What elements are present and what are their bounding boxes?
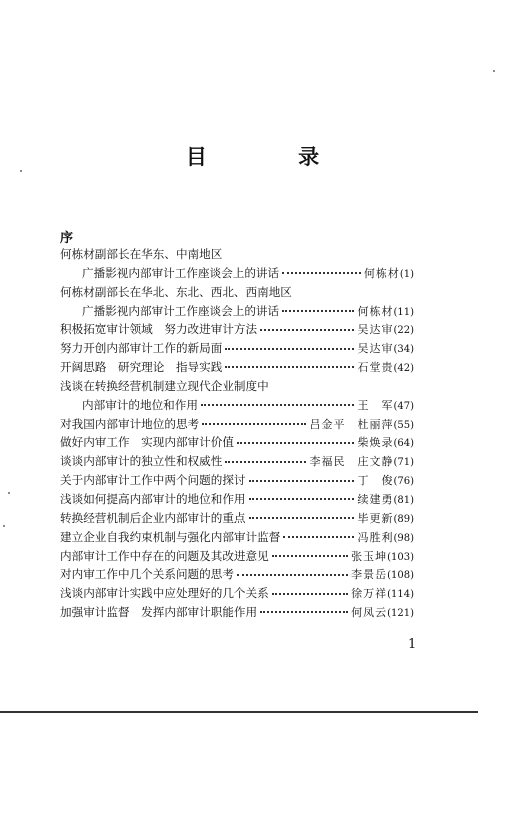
dot-leader — [225, 461, 306, 463]
toc-entry-author: 毕更新 — [357, 511, 394, 525]
dot-leader — [202, 423, 306, 425]
toc-entry-coauthor: 李福民 — [309, 455, 346, 469]
toc-entry-author: 吴达审 — [357, 342, 394, 356]
toc-entry-title: 对内审工作中几个关系问题的思考 — [60, 567, 234, 582]
dot-leader — [282, 310, 354, 312]
toc-entry — [60, 509, 414, 528]
toc-entry — [60, 490, 414, 509]
toc-entry — [60, 433, 414, 452]
toc-entry-title: 积极拓宽审计领域 努力改进审计方法 — [60, 322, 258, 337]
toc-entry-page: (108) — [387, 570, 414, 582]
toc-entry-title: 浅谈如何提高内部审计的地位和作用 — [60, 491, 246, 506]
toc-entry-title: 关于内部审计工作中两个问题的探讨 — [60, 473, 246, 488]
toc-entry — [60, 565, 414, 584]
toc-entry-page: (121) — [387, 608, 414, 620]
toc-entry-title: 加强审计监督 发挥内部审计职能作用 — [60, 605, 258, 620]
toc-entry-title: 对我国内部审计地位的思考 — [60, 416, 200, 431]
toc-entry-author: 杜丽萍 — [357, 417, 394, 431]
toc-entry-title: 何栋材副部长在华东、中南地区 — [60, 247, 223, 261]
dot-leader — [282, 272, 361, 274]
dot-leader — [225, 366, 354, 368]
toc-entry-author: 冯胜利 — [357, 530, 394, 544]
toc-entry-title: 做好内审工作 实现内部审计价值 — [60, 435, 234, 450]
toc-entry-page: (55) — [393, 419, 414, 431]
dot-leader — [283, 536, 354, 538]
toc-entry — [60, 603, 414, 622]
toc-entry-title: 努力开创内部审计工作的新局面 — [60, 341, 223, 356]
page-number: 1 — [408, 637, 417, 652]
toc-entry — [60, 528, 414, 547]
toc-entry — [60, 547, 414, 566]
toc-entry-page: (89) — [393, 513, 414, 525]
toc-entry — [60, 584, 414, 603]
toc-entry-title: 广播影视内部审计工作座谈会上的讲话 — [82, 265, 280, 280]
dot-leader — [260, 611, 348, 613]
toc-entry — [60, 396, 414, 415]
scan-speck — [8, 492, 10, 494]
dot-leader — [249, 517, 355, 519]
page-title: 目 录 — [185, 145, 362, 169]
toc-entry-title: 转换经营机制后企业内部审计的重点 — [60, 510, 246, 525]
toc-entry-author: 李景岳 — [351, 568, 388, 582]
toc-entry-author: 丁 俊 — [357, 474, 394, 488]
toc-entry — [60, 452, 414, 471]
scan-speck — [3, 525, 5, 527]
toc-entry-author: 吴达审 — [357, 323, 394, 337]
toc-entry-page: (11) — [393, 306, 414, 318]
toc-entry-page: (1) — [399, 268, 414, 280]
toc-entry-title: 广播影视内部审计工作座谈会上的讲话 — [82, 303, 280, 318]
toc-entry-title: 浅谈在转换经营机制建立现代企业制度中 — [60, 378, 269, 393]
toc-entry-page: (98) — [393, 532, 414, 544]
toc-entry — [60, 471, 414, 490]
toc-entry-page: (64) — [393, 438, 414, 450]
toc-entry-page: (47) — [393, 400, 414, 412]
scan-speck — [20, 170, 22, 172]
toc-entry — [60, 320, 414, 339]
toc-entry-author: 石堂贵 — [357, 361, 394, 375]
toc-entry — [60, 339, 414, 358]
dot-leader — [249, 480, 355, 482]
toc-entry-author: 庄文静 — [357, 455, 394, 469]
toc-entry-title: 内部审计的地位和作用 — [82, 397, 198, 412]
toc-entry-coauthor: 吕金平 — [309, 417, 346, 431]
scan-speck — [493, 70, 495, 72]
toc-entry — [60, 283, 414, 302]
toc-entry-author: 王 军 — [357, 398, 394, 412]
dot-leader — [272, 555, 348, 557]
toc-entry-title: 浅谈内部审计实践中应处理好的几个关系 — [60, 586, 269, 601]
toc-entry-page: (103) — [387, 551, 414, 563]
dot-leader — [272, 593, 348, 595]
toc-entry-author: 何凤云 — [351, 606, 388, 620]
toc-entry — [60, 358, 414, 377]
toc-entry-title: 开阔思路 研究理论 指导实践 — [60, 360, 223, 375]
toc-entry-author: 何栋材 — [357, 304, 394, 318]
toc-entry-title: 何栋材副部长在华北、东北、西北、西南地区 — [60, 284, 292, 299]
toc-entry-author: 续建勇 — [357, 492, 394, 506]
dot-leader — [201, 404, 355, 406]
dot-leader — [237, 442, 355, 444]
dot-leader — [260, 329, 354, 331]
toc-entry-page: (71) — [393, 457, 414, 469]
dot-leader — [225, 348, 354, 350]
toc-entry — [60, 415, 414, 434]
toc-entry — [60, 302, 414, 321]
toc-entry-author: 张玉坤 — [351, 549, 388, 563]
toc-entry-page: (114) — [387, 589, 414, 601]
toc-entry-title: 建立企业自我约束机制与强化内部审计监督 — [60, 529, 281, 544]
toc-entry-title: 内部审计工作中存在的问题及其改进意见 — [60, 548, 269, 563]
toc-entry-author: 柴焕录 — [357, 436, 394, 450]
toc-entry-author: 何栋材 — [363, 266, 400, 280]
toc-entry-author: 徐万祥 — [351, 587, 388, 601]
toc-entry — [60, 245, 414, 264]
toc-entry-title: 谈谈内部审计的独立性和权威性 — [60, 454, 223, 469]
dot-leader — [237, 574, 348, 576]
dot-leader — [249, 498, 355, 500]
section-heading: 序 — [60, 231, 74, 246]
page-bottom-rule — [0, 711, 478, 713]
toc-entry — [60, 264, 414, 283]
toc-entry — [60, 377, 414, 396]
toc-entry-page: (76) — [393, 476, 414, 488]
toc-entry-page: (34) — [393, 344, 414, 356]
toc-entry-page: (42) — [393, 363, 414, 375]
table-of-contents — [60, 245, 414, 622]
toc-entry-page: (22) — [393, 325, 414, 337]
toc-entry-page: (81) — [393, 494, 414, 506]
